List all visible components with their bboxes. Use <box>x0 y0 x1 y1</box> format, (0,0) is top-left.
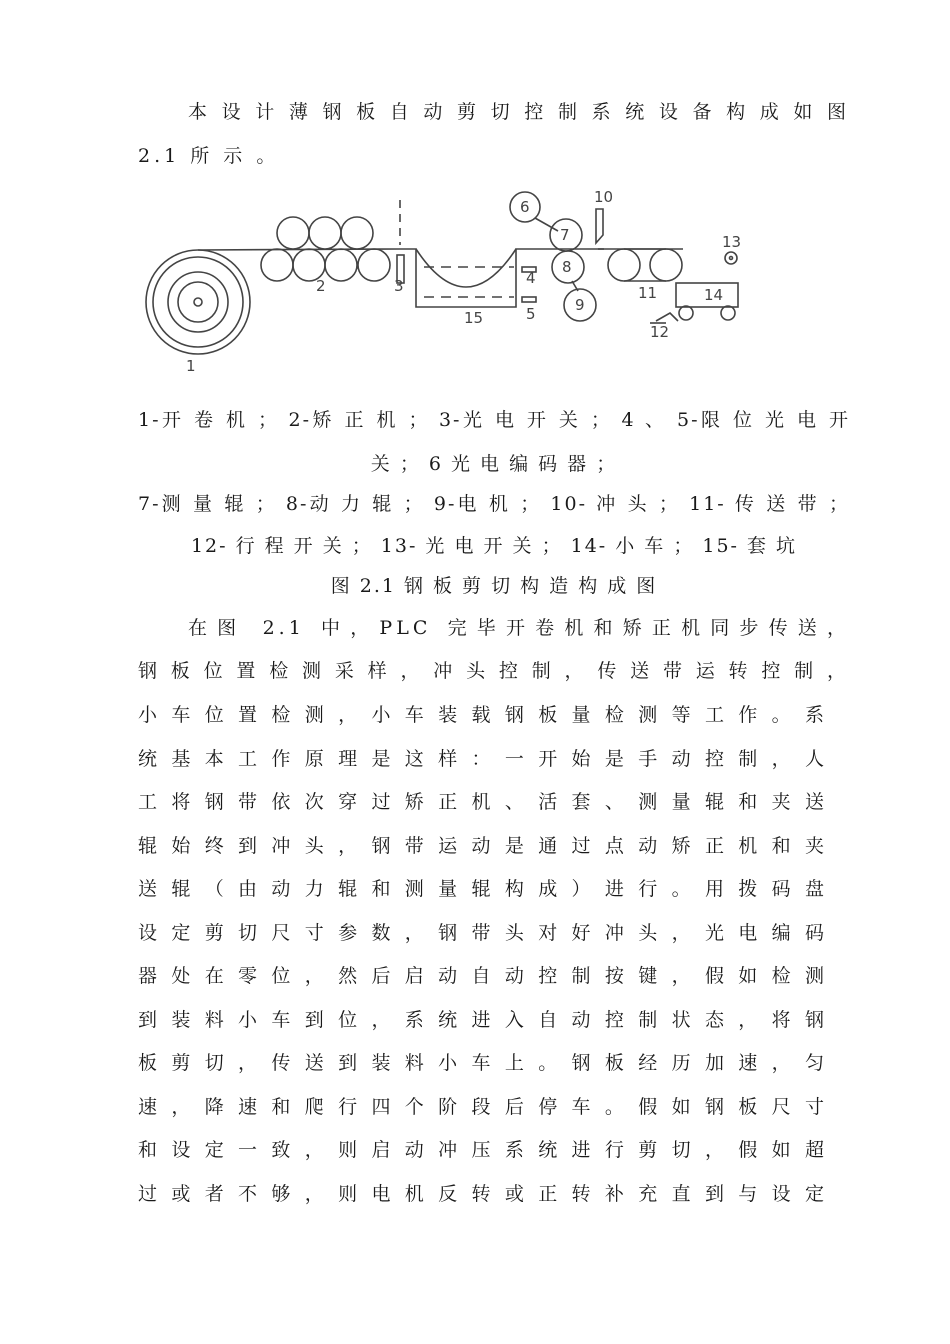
legend-line-1: 1-开 卷 机 ； 2-矫 正 机 ； 3-光 电 开 关 ； 4 、 5-限 位 光 电 开 <box>138 409 850 431</box>
uncoiler-outer <box>146 250 250 354</box>
body-line-10: 到装料小车到位，系统进入自动控制状态，将钢 <box>138 1009 828 1031</box>
legend-line-4: 12- 行 程 开 关 ； 13- 光 电 开 关 ； 14- 小 车 ； 15- 套 坑 <box>190 535 798 557</box>
figure-caption: 图 2.1 钢 板 剪 切 构 造 构 成 图 <box>330 575 658 597</box>
label-3: 3 <box>394 277 404 295</box>
label-14: 14 <box>704 286 724 304</box>
label-4: 4 <box>526 269 536 287</box>
label-2: 2 <box>316 277 326 295</box>
body-line-4: 统基本工作原理是这样：一开始是手动控制，人 <box>138 748 828 770</box>
body-line-1: 在图 2.1 中，PLC 完毕开卷机和矫正机同步传送， <box>188 617 850 639</box>
label-1: 1 <box>186 357 196 375</box>
label-6: 6 <box>520 198 530 216</box>
label-12: 12 <box>650 323 670 341</box>
body-line-2: 钢板位置检测采样，冲头控制，传送带运转控制， <box>138 660 850 682</box>
intro-line-1: 本设计薄钢板自动剪切控制系统设备构成如图 <box>188 101 850 123</box>
label-9: 9 <box>575 296 585 314</box>
body-line-13: 和设定一致，则启动冲压系统进行剪切，假如超 <box>138 1139 828 1161</box>
label-15: 15 <box>464 309 484 327</box>
body-line-5: 工将钢带依次穿过矫正机、活套、测量辊和夹送 <box>138 791 828 813</box>
label-5: 5 <box>526 305 536 323</box>
steel-cutting-diagram <box>138 185 758 380</box>
body-line-12: 速，降速和爬行四个阶段后停车。假如钢板尺寸 <box>138 1096 828 1118</box>
label-13: 13 <box>722 233 742 251</box>
intro-line-2: 2.1 所 示 。 <box>138 145 280 167</box>
body-line-14: 过或者不够，则电机反转或正转补充直到与设定 <box>138 1183 828 1205</box>
label-10: 10 <box>594 188 614 206</box>
body-line-9: 器处在零位，然后启动自动控制按键，假如检测 <box>138 965 828 987</box>
body-line-3: 小车位置检测，小车装载钢板量检测等工作。系 <box>138 704 828 726</box>
legend-line-3: 7-测 量 辊 ； 8-动 力 辊 ； 9-电 机 ； 10- 冲 头 ； 11- 传 送 带 ； <box>138 493 850 515</box>
legend-line-2: 关 ； 6 光 电 编 码 器 ； <box>370 453 618 475</box>
body-line-7: 送辊（由动力辊和测量辊构成）进行。用拨码盘 <box>138 878 828 900</box>
body-line-8: 设定剪切尺寸参数，钢带头对好冲头，光电编码 <box>138 922 828 944</box>
label-8: 8 <box>562 258 572 276</box>
body-line-6: 辊始终到冲头，钢带运动是通过点动矫正机和夹 <box>138 835 828 857</box>
label-11: 11 <box>638 284 658 302</box>
label-7: 7 <box>560 226 570 244</box>
body-line-11: 板剪切，传送到装料小车上。钢板经历加速，匀 <box>138 1052 828 1074</box>
